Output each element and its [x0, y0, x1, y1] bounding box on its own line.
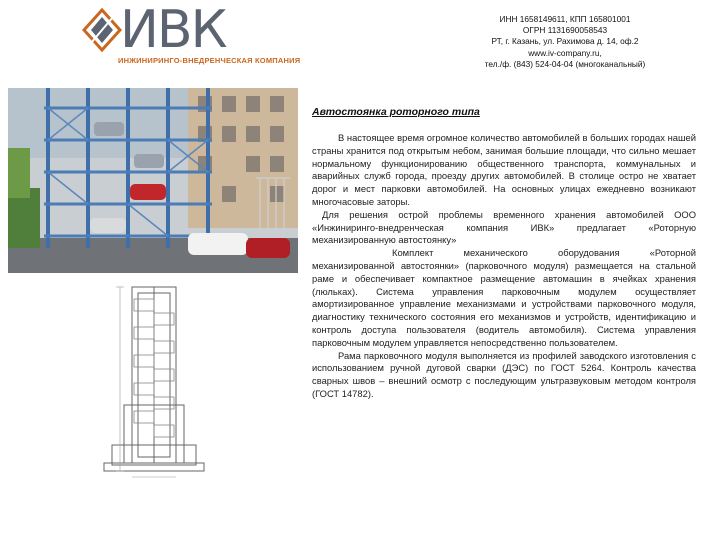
- logo-subtitle: ИНЖИНИРИНГО-ВНЕДРЕНЧЕСКАЯ КОМПАНИЯ: [118, 56, 301, 65]
- logo-text: ИВК: [120, 0, 226, 60]
- paragraph-3: Комплект механического оборудования «Роторной механизированной автостоянки» (парковочного модуля) размещается на стальной раме и обеспечивает компактное размещение автомашин в ячейках хранения (люльках). Система управления парковочным модулем осуществляет амортизированное управление механизмами и устройствами парковочного модуля, диагностику технического состояния его механизмов и устройств, идентификацию и контроль доступа пользователя (водитель автомобиля). Система управления парковочным модулем управляется непосредственно пользователем.: [312, 247, 696, 348]
- paragraph-1: В настоящее время огромное количество автомобилей в больших городах нашей страны хранится под открытым небом, занимая большие площади, что сильно мешает нормальному функционированию общественного транспорта, коммунальных и аварийных служб города, проезду других автомобилей. В столице остро не хватает дорог и мест парковки автомобилей. На основных улицах ежедневно возникают многочасовые заторы.: [312, 132, 696, 207]
- contact-address: РТ, г. Казань, ул. Рахимова д. 14, оф.2: [491, 36, 639, 47]
- rotary-parking-photo: [8, 88, 298, 273]
- contact-ogrn: ОГРН 1131690058543: [522, 25, 608, 36]
- logo-diamond-icon: [82, 8, 122, 52]
- paragraph-4: Рама парковочного модуля выполняется из профилей заводского изготовления с использованием ручной дуговой сварки (ДЭС) по ГОСТ 5264. Контроль качества сварных швов – внешний осмотр с последующим ультразвуковым методом контроля (ГОСТ 14782).: [312, 349, 696, 399]
- company-logo: [82, 0, 302, 70]
- company-contacts: [440, 14, 690, 70]
- parking-module-drawing: [20, 285, 290, 480]
- contact-phone: тел./ф. (843) 524-04-04 (многоканальный): [484, 58, 646, 69]
- article: [312, 106, 696, 401]
- paragraph-2: Для решения острой проблемы временного хранения автомобилей ООО «Инжиниринго-внедренческая компания ИВК» предлагает «Роторную механизированную автостоянку»: [312, 208, 696, 246]
- article-title: Автостоянка роторного типа: [312, 106, 480, 118]
- letterhead: [0, 0, 720, 80]
- contact-inn: ИНН 1658149611, КПП 165801001: [499, 14, 631, 24]
- contact-website: www.iv-company.ru,: [528, 47, 602, 58]
